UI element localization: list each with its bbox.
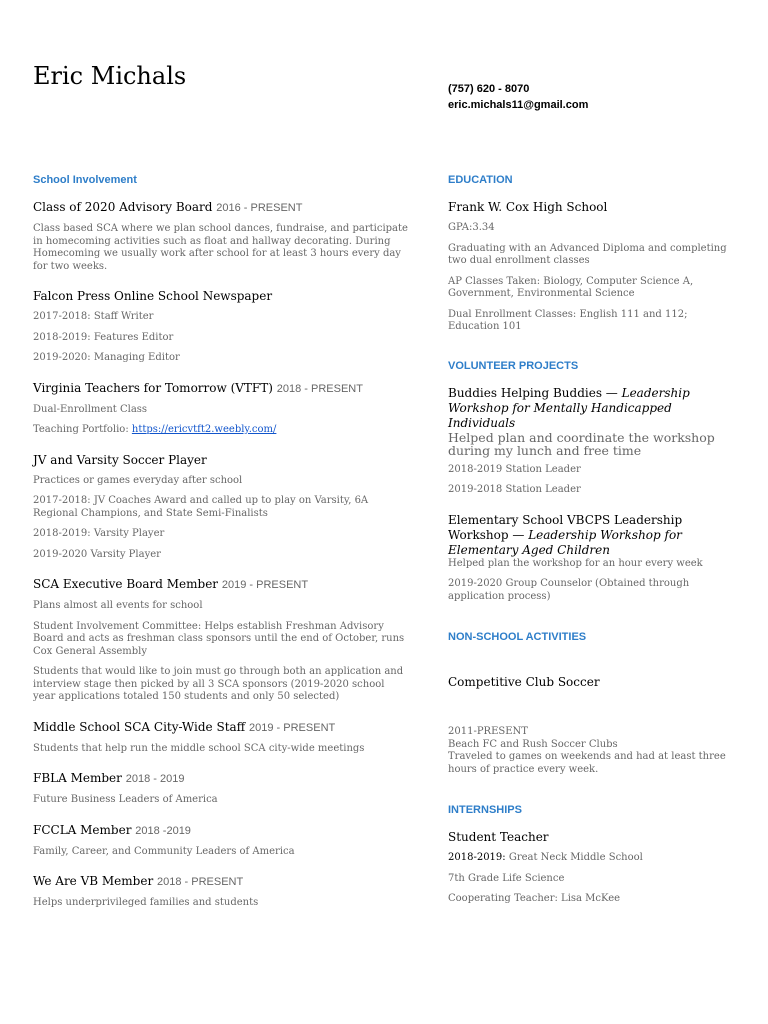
entry-line: 2019-2020 Varsity Player — [33, 548, 161, 560]
entry-line: 2018-2019: Great Neck Middle School — [448, 852, 643, 863]
entry-student-teacher — [448, 830, 740, 906]
contact-block — [448, 81, 588, 113]
entry-fbla — [33, 771, 408, 807]
entry-fccla — [33, 823, 408, 859]
entry-description: Helped plan the workshop for an hour every week — [448, 557, 703, 569]
entry-title: Falcon Press Online School Newspaper — [33, 289, 273, 303]
entry-line: Graduating with an Advanced Diploma and completing two dual enrollment classes — [448, 242, 727, 266]
entry-line: Students that help run the middle school SCA city-wide meetings — [33, 742, 365, 754]
entry-line: 2019-2020: Managing Editor — [33, 352, 180, 363]
entry-dates: 2018 - PRESENT — [276, 382, 363, 395]
entry-line: Dual-Enrollment Class — [33, 403, 148, 415]
entry-title: SCA Executive Board Member 2019 - PRESENT — [33, 577, 309, 591]
entry-club-soccer — [448, 675, 740, 776]
entry-middle-school-sca — [33, 720, 408, 756]
entry-title: FCCLA Member 2018 -2019 — [33, 822, 191, 837]
section-heading-education: EDUCATION — [448, 174, 513, 186]
entry-description: Helped plan and coordinate the workshop during my lunch and free time — [448, 429, 715, 458]
entry-buddies — [448, 386, 740, 497]
entry-line: 2019-2020 Group Counselor (Obtained through application process) — [448, 578, 690, 602]
entry-title: FBLA Member 2018 - 2019 — [33, 771, 185, 785]
email-address: eric.michals11@gmail.com — [448, 99, 589, 111]
entry-sca-board — [33, 577, 408, 704]
entry-line: GPA:3.34 — [448, 222, 495, 233]
entry-line: Traveled to games on weekends and had at least three hours of practice every week. — [448, 751, 726, 775]
entry-line: Student Involvement Committee: Helps establish Freshman Advisory Board and acts as freshman class sponsors until the end of October, runs Cox General Assembly — [33, 620, 405, 657]
entry-title: Middle School SCA City-Wide Staff 2019 - PRESENT — [33, 719, 336, 734]
entry-dates: 2018 -2019 — [135, 824, 191, 837]
entry-education — [448, 200, 740, 334]
entry-line: Practices or games everyday after school — [33, 474, 243, 486]
entry-title: We Are VB Member 2018 - PRESENT — [33, 874, 244, 888]
entry-line: Plans almost all events for school — [33, 600, 203, 611]
entry-title: JV and Varsity Soccer Player — [33, 452, 207, 467]
entry-title: Student Teacher — [448, 830, 549, 844]
section-heading-non-school: NON-SCHOOL ACTIVITIES — [448, 631, 587, 643]
entry-vbcps-workshop — [448, 513, 740, 604]
entry-dates: 2016 - PRESENT — [216, 202, 303, 214]
entry-title: Competitive Club Soccer — [448, 675, 600, 689]
entry-dates: 2018 - PRESENT — [157, 876, 244, 888]
entry-line: Dual Enrollment Classes: English 111 and 112; Education 101 — [448, 308, 688, 332]
entry-dates: 2019 - PRESENT — [221, 579, 309, 591]
entry-title: Virginia Teachers for Tomorrow (VTFT) 2018 - PRESENT — [33, 380, 363, 395]
entry-line: AP Classes Taken: Biology, Computer Science A, Government, Environmental Science — [448, 275, 694, 299]
entry-line: 2018-2019 Station Leader — [448, 463, 581, 475]
entry-line: 2017-2018: JV Coaches Award and called up to play on Varsity, 6A Regional Champions, and State Semi-Finalists — [33, 495, 369, 519]
entry-dates: 2018 - 2019 — [125, 773, 185, 785]
entry-line: Class based SCA where we plan school dances, fundraise, and participate in homecoming activities such as float and hallway decorating. During Homecoming we usually work after school for at least 3 hours every day for two weeks. — [33, 223, 408, 272]
entry-line: Future Business Leaders of America — [33, 794, 218, 805]
entry-title: Elementary School VBCPS Leadership Workshop — Leadership Workshop for Elementary Aged Children — [448, 512, 683, 557]
entry-title: Frank W. Cox High School — [448, 200, 608, 214]
entry-subtitle: Leadership Workshop for Elementary Aged Children — [448, 527, 682, 557]
entry-falcon-press — [33, 289, 408, 365]
entry-line: 2019-2018 Station Leader — [448, 484, 581, 495]
entry-line: 2011-PRESENT — [448, 726, 528, 737]
entry-line: 2017-2018: Staff Writer — [33, 311, 154, 322]
entry-title: Class of 2020 Advisory Board 2016 - PRESENT — [33, 200, 303, 214]
right-column — [448, 174, 740, 922]
section-heading-volunteer: VOLUNTEER PROJECTS — [448, 359, 579, 372]
school-involvement-column — [33, 174, 408, 926]
entry-line: 7th Grade Life Science — [448, 872, 565, 884]
entry-line: Cooperating Teacher: Lisa McKee — [448, 893, 621, 904]
entry-subtitle: Leadership Workshop for Mentally Handicapped Individuals — [448, 385, 690, 430]
entry-dates: 2019 - PRESENT — [249, 721, 336, 734]
entry-line: Beach FC and Rush Soccer Clubs — [448, 738, 618, 750]
entry-vtft — [33, 381, 408, 437]
resume-name: Eric Michals — [33, 62, 187, 90]
teaching-portfolio-link[interactable]: https://ericvtft2.weebly.com/ — [131, 424, 277, 435]
teaching-portfolio-line: Teaching Portfolio: https://ericvtft2.weebly.com/ — [33, 424, 277, 435]
section-heading-school-involvement: School Involvement — [33, 174, 137, 186]
entry-we-are-vb — [33, 874, 408, 910]
entry-line: Family, Career, and Community Leaders of America — [33, 845, 295, 857]
entry-advisory-board — [33, 200, 408, 273]
entry-soccer — [33, 453, 408, 562]
entry-line: Students that would like to join must go through both an application and interview stage then picked by all 3 SCA sponsors (2019-2020 school year applications totaled 150 students and only 50 selected) — [33, 666, 404, 702]
entry-line: 2018-2019: Varsity Player — [33, 528, 165, 539]
entry-title: Buddies Helping Buddies — Leadership Workshop for Mentally Handicapped Individuals — [448, 385, 690, 430]
phone-number: (757) 620 - 8070 — [448, 83, 530, 95]
section-heading-internships: INTERNSHIPS — [448, 804, 522, 816]
entry-line: Helps underprivileged families and students — [33, 897, 259, 908]
entry-line: 2018-2019: Features Editor — [33, 331, 174, 343]
